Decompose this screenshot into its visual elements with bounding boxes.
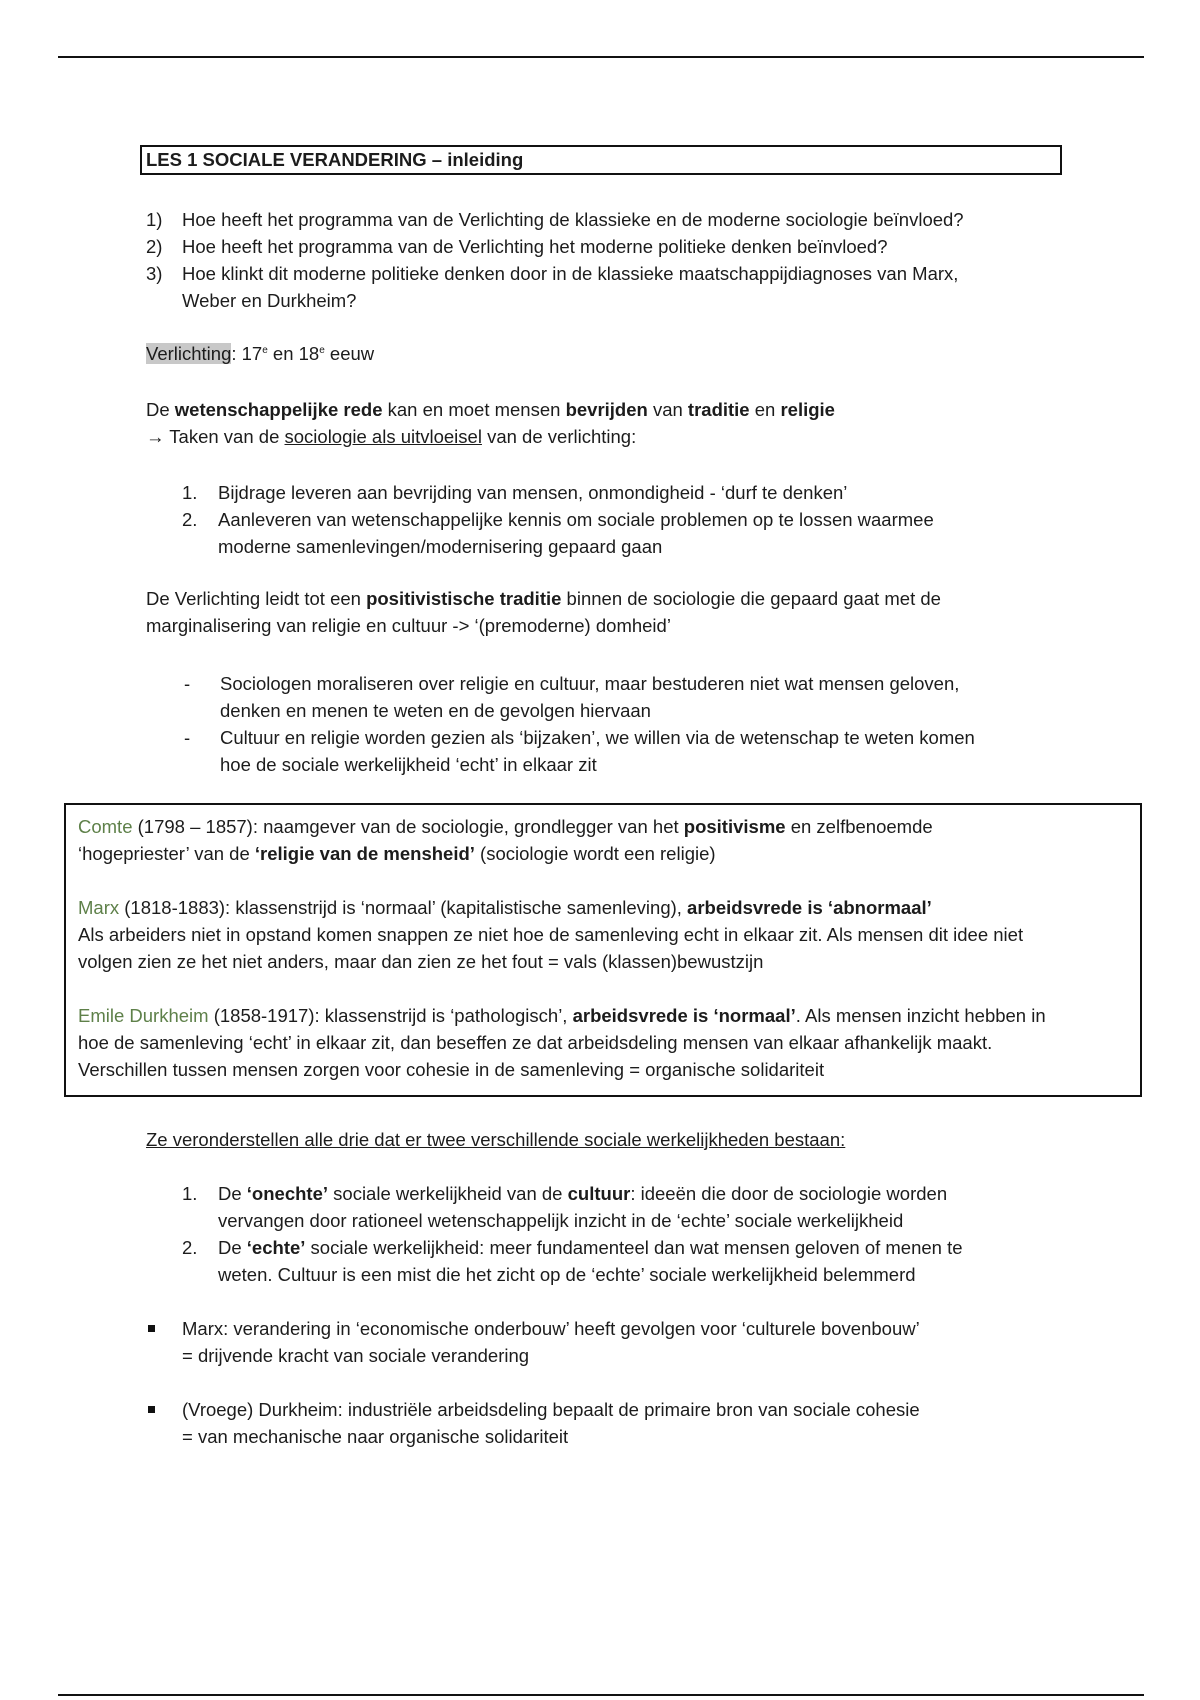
list-number: 1) bbox=[146, 209, 163, 230]
rede-paragraph: De wetenschappelijke rede kan en moet mensen bevrijden van traditie en religie → Taken van de sociologie als uitvloeisel van de verlichting: bbox=[146, 399, 835, 447]
list-text: Weber en Durkheim? bbox=[182, 290, 357, 311]
list-item: 2. De ‘echte’ sociale werkelijkheid: meer fundamenteel dan wat mensen geloven of menen te weten. Cultuur is een mist die het zicht op de ‘echte’ sociale werkelijkheid belemmerd bbox=[182, 1237, 963, 1285]
realities-list bbox=[182, 1180, 1102, 1288]
page-title: LES 1 SOCIALE VERANDERING – inleiding bbox=[140, 145, 1062, 175]
square-bullet-icon bbox=[148, 1406, 155, 1413]
list-item: (Vroege) Durkheim: industriële arbeidsdeling bepaalt de primaire bron van sociale cohesie = van mechanische naar organische solidariteit bbox=[146, 1396, 1106, 1450]
list-text: Hoe klinkt dit moderne politieke denken door in de klassieke maatschappijdiagnoses van Marx, bbox=[182, 263, 959, 284]
list-item: Marx: verandering in ‘economische onderbouw’ heeft gevolgen voor ‘culturele bovenbouw’ = drijvende kracht van sociale verandering bbox=[146, 1315, 1106, 1369]
footer-rule bbox=[58, 1694, 1144, 1696]
list-text: Hoe heeft het programma van de Verlichting het moderne politieke denken beïnvloed? bbox=[182, 236, 888, 257]
tasks-list bbox=[182, 479, 1082, 560]
sociologists-box bbox=[64, 803, 1142, 1097]
list-number: 2) bbox=[146, 236, 163, 257]
verlichting-line: Verlichting: 17e en 18e eeuw bbox=[146, 343, 375, 364]
list-item bbox=[146, 206, 1046, 233]
list-text: Hoe heeft het programma van de Verlichting de klassieke en de moderne sociologie beïnvloed? bbox=[182, 209, 964, 230]
marx-paragraph: Marx (1818-1883): klassenstrijd is ‘normaal’ (kapitalistische samenleving), arbeidsvrede is ‘abnormaal’ Als arbeiders niet in opstand komen snappen ze niet hoe de samenleving echt in elkaar zit. Als mensen dit idee niet volgen zien ze het niet anders, maar dan zien ze het fout = vals (klassen)bewustzijn bbox=[78, 897, 1024, 972]
list-item bbox=[146, 233, 1046, 260]
list-item: 1. De ‘onechte’ sociale werkelijkheid van de cultuur: ideeën die door de sociologie worden vervangen door rationeel wetenschappelijk inzicht in de ‘echte’ sociale werkelijkheid bbox=[182, 1183, 948, 1231]
list-item: - Cultuur en religie worden gezien als ‘bijzaken’, we willen via de wetenschap te weten komen hoe de sociale werkelijkheid ‘echt’ in elkaar zit bbox=[184, 727, 975, 775]
highlighted-term: Verlichting bbox=[146, 343, 232, 364]
question-list bbox=[146, 206, 1046, 314]
header-rule bbox=[58, 56, 1144, 58]
positivism-paragraph: De Verlichting leidt tot een positivistische traditie binnen de sociologie die gepaard gaat met de marginalisering van religie en cultuur -> ‘(premoderne) domheid’ bbox=[146, 588, 941, 636]
square-bullet-icon bbox=[148, 1325, 155, 1332]
list-item bbox=[146, 260, 1046, 314]
assumption-heading: Ze veronderstellen alle drie dat er twee verschillende sociale werkelijkheden bestaan: bbox=[146, 1129, 846, 1150]
comte-paragraph: Comte (1798 – 1857): naamgever van de sociologie, grondlegger van het positivisme en zelfbenoemde ‘hogepriester’ van de ‘religie van de mensheid’ (sociologie wordt een religie) bbox=[78, 816, 933, 864]
durkheim-paragraph: Emile Durkheim (1858-1917): klassenstrijd is ‘pathologisch’, arbeidsvrede is ‘normaal’. Als mensen inzicht hebben in hoe de samenleving ‘echt’ in elkaar zit, dan beseffen ze dat arbeidsdeling mensen van elkaar afhankelijk maakt. Verschillen tussen mensen zorgen voor cohesie in de samenleving = organische solidariteit bbox=[78, 1005, 1046, 1080]
list-item: 1. Bijdrage leveren aan bevrijding van mensen, onmondigheid - ‘durf te denken’ bbox=[182, 482, 848, 503]
list-item: 2. Aanleveren van wetenschappelijke kennis om sociale problemen op te lossen waarmee moderne samenlevingen/modernisering gepaard gaan bbox=[182, 509, 934, 557]
dash-list bbox=[182, 670, 1102, 778]
list-number: 3) bbox=[146, 263, 163, 284]
list-item: - Sociologen moraliseren over religie en cultuur, maar bestuderen niet wat mensen geloven, denken en menen te weten en de gevolgen hiervaan bbox=[184, 673, 960, 721]
bullet-list bbox=[146, 1315, 1106, 1450]
